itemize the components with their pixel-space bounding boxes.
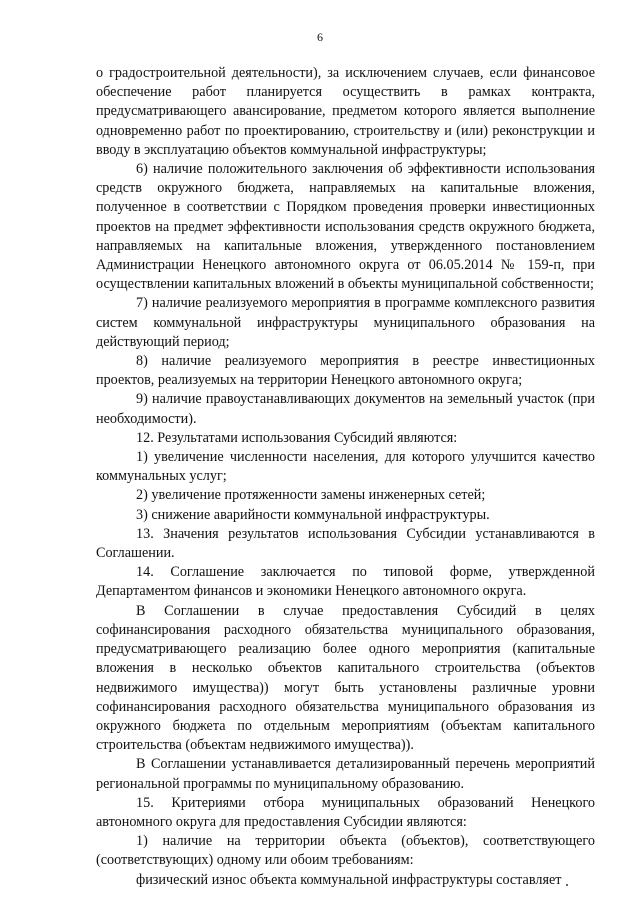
paragraph-result-2: 2) увеличение протяженности замены инженерных сетей; xyxy=(136,487,486,504)
paragraph-item-7: 7) наличие реализуемого мероприятия в программе комплексного развития систем коммунальной инфраструктуры муниципального образования на действующий период; xyxy=(96,295,595,350)
paragraph-continuation: о градостроительной деятельности), за исключением случаев, если финансовое обеспечение работ планируется осуществить в рамках контракта, предусматривающего авансирование, предметом которого является выполнение одновременно работ по проектированию, строительству и (или) реконструкции и вводу в эксплуатацию объектов коммунальной инфраструктуры; xyxy=(96,65,595,158)
paragraph-result-3: 3) снижение аварийности коммунальной инфраструктуры. xyxy=(136,506,490,523)
scan-dot xyxy=(566,884,568,886)
paragraph-clause-13: 13. Значения результатов использования Субсидии устанавливаются в Соглашении. xyxy=(96,525,595,562)
paragraph-item-8: 8) наличие реализуемого мероприятия в реестре инвестиционных проектов, реализуемых на территории Ненецкого автономного округа; xyxy=(96,353,595,389)
page-number: 6 xyxy=(317,30,323,44)
paragraph-criterion-1: 1) наличие на территории объекта (объектов), соответствующего (соответствующих) одному или обоим требованиям: xyxy=(96,833,595,869)
paragraph-clause-15: 15. Критериями отбора муниципальных образований Ненецкого автономного округа для предоставления Субсидии являются: xyxy=(96,794,595,830)
paragraph-result-1: 1) увеличение численности населения, для которого улучшится качество коммунальных услуг; xyxy=(96,449,595,485)
paragraph-cofinancing: В Соглашении в случае предоставления Субсидий в целях софинансирования расходного обязательства муниципального образования, предусматривающего реализацию более одного мероприятия (капитальные вложения в несколько объектов капитального строительства (объектов недвижимого имущества)) могут быть установлены различные уровни софинансирования расходного обязательства муниципального образования из окружного бюджета по отдельным мероприятиям (объектам капитального строительства (объектам недвижимого имущества)). xyxy=(96,602,595,754)
paragraph-detailed-list: В Соглашении устанавливается детализированный перечень мероприятий региональной программы по муниципальному образованию. xyxy=(96,756,595,792)
paragraph-item-9: 9) наличие правоустанавливающих документов на земельный участок (при необходимости). xyxy=(96,391,595,427)
document-body xyxy=(96,64,595,890)
paragraph-wear: физический износ объекта коммунальной инфраструктуры составляет xyxy=(136,871,562,888)
paragraph-item-6: 6) наличие положительного заключения об эффективности использования средств окружного бюджета, направляемых на капитальные вложения, полученное в соответствии с Порядком проведения проверки инвестиционных проектов на предмет эффективности использования средств окружного бюджета, направляемых на капитальные вложения, утвержденного постановлением Администрации Ненецкого автономного округа от 06.05.2014 № 159-п, при осуществлении капитальных вложений в объекты муниципальной собственности; xyxy=(96,161,595,293)
paragraph-clause-14: 14. Соглашение заключается по типовой форме, утвержденной Департаментом финансов и экономики Ненецкого автономного округа. xyxy=(96,564,595,600)
paragraph-clause-12: 12. Результатами использования Субсидий являются: xyxy=(136,429,458,446)
